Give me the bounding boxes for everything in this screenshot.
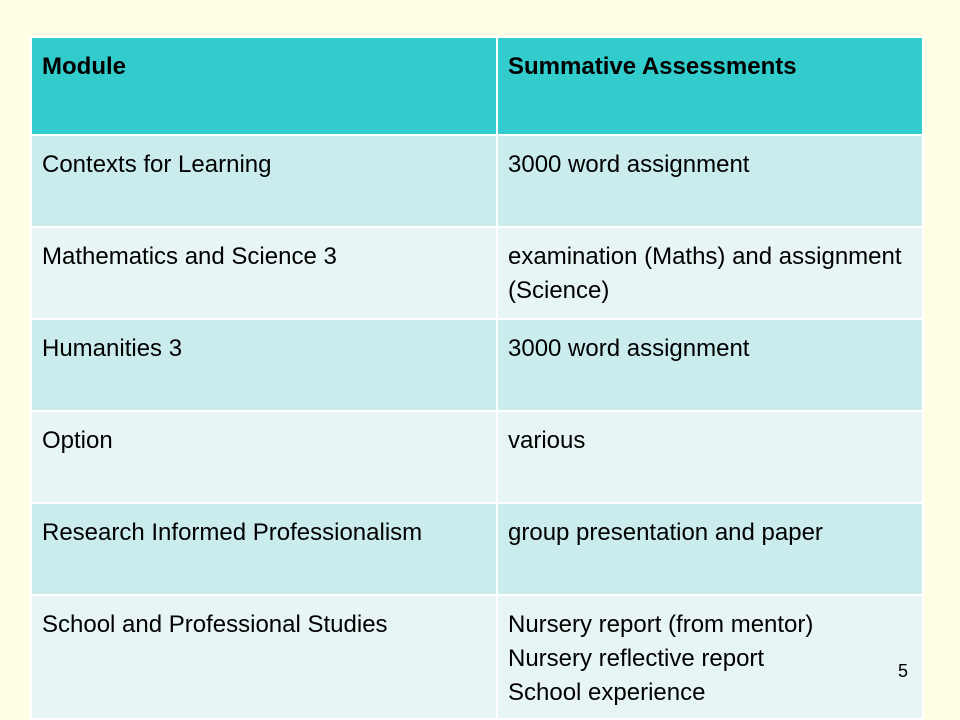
- module-cell: [31, 135, 497, 227]
- cell-line: Nursery report (from mentor): [508, 611, 814, 638]
- cell-line: 3000 word assignment: [508, 151, 750, 178]
- assessment-cell: [497, 135, 923, 227]
- module-cell: [31, 319, 497, 411]
- assessment-cell: [497, 503, 923, 595]
- assessment-cell: [497, 595, 923, 719]
- cell-line: Research Informed Professionalism: [42, 519, 423, 546]
- module-cell: [31, 503, 497, 595]
- table-row: [31, 595, 923, 719]
- assessment-cell: [497, 227, 923, 319]
- table-row: [31, 135, 923, 227]
- cell-line: School experience: [508, 679, 706, 706]
- table-row: [31, 503, 923, 595]
- table-row: [31, 227, 923, 319]
- cell-line: Contexts for Learning: [42, 151, 272, 178]
- module-cell: [31, 227, 497, 319]
- cell-line: 3000 word assignment: [508, 335, 750, 362]
- cell-line: examination (Maths) and assignment (Science): [508, 243, 902, 304]
- table-row: [31, 319, 923, 411]
- table-row: [31, 411, 923, 503]
- cell-line: School and Professional Studies: [42, 611, 388, 638]
- cell-line: Humanities 3: [42, 335, 183, 362]
- assessments-column-header: Summative Assessments: [497, 37, 923, 135]
- cell-line: various: [508, 427, 586, 454]
- table-header-row: [31, 37, 923, 135]
- assessment-cell: [497, 319, 923, 411]
- cell-line: Nursery reflective report: [508, 645, 765, 672]
- cell-line: Option: [42, 427, 113, 454]
- cell-line: Mathematics and Science 3: [42, 243, 337, 270]
- assessment-cell: [497, 411, 923, 503]
- page-number: 5: [897, 661, 908, 681]
- module-cell: [31, 595, 497, 719]
- cell-line: group presentation and paper: [508, 519, 823, 546]
- module-column-header: Module: [31, 37, 497, 135]
- assessments-table: [30, 36, 924, 720]
- module-cell: [31, 411, 497, 503]
